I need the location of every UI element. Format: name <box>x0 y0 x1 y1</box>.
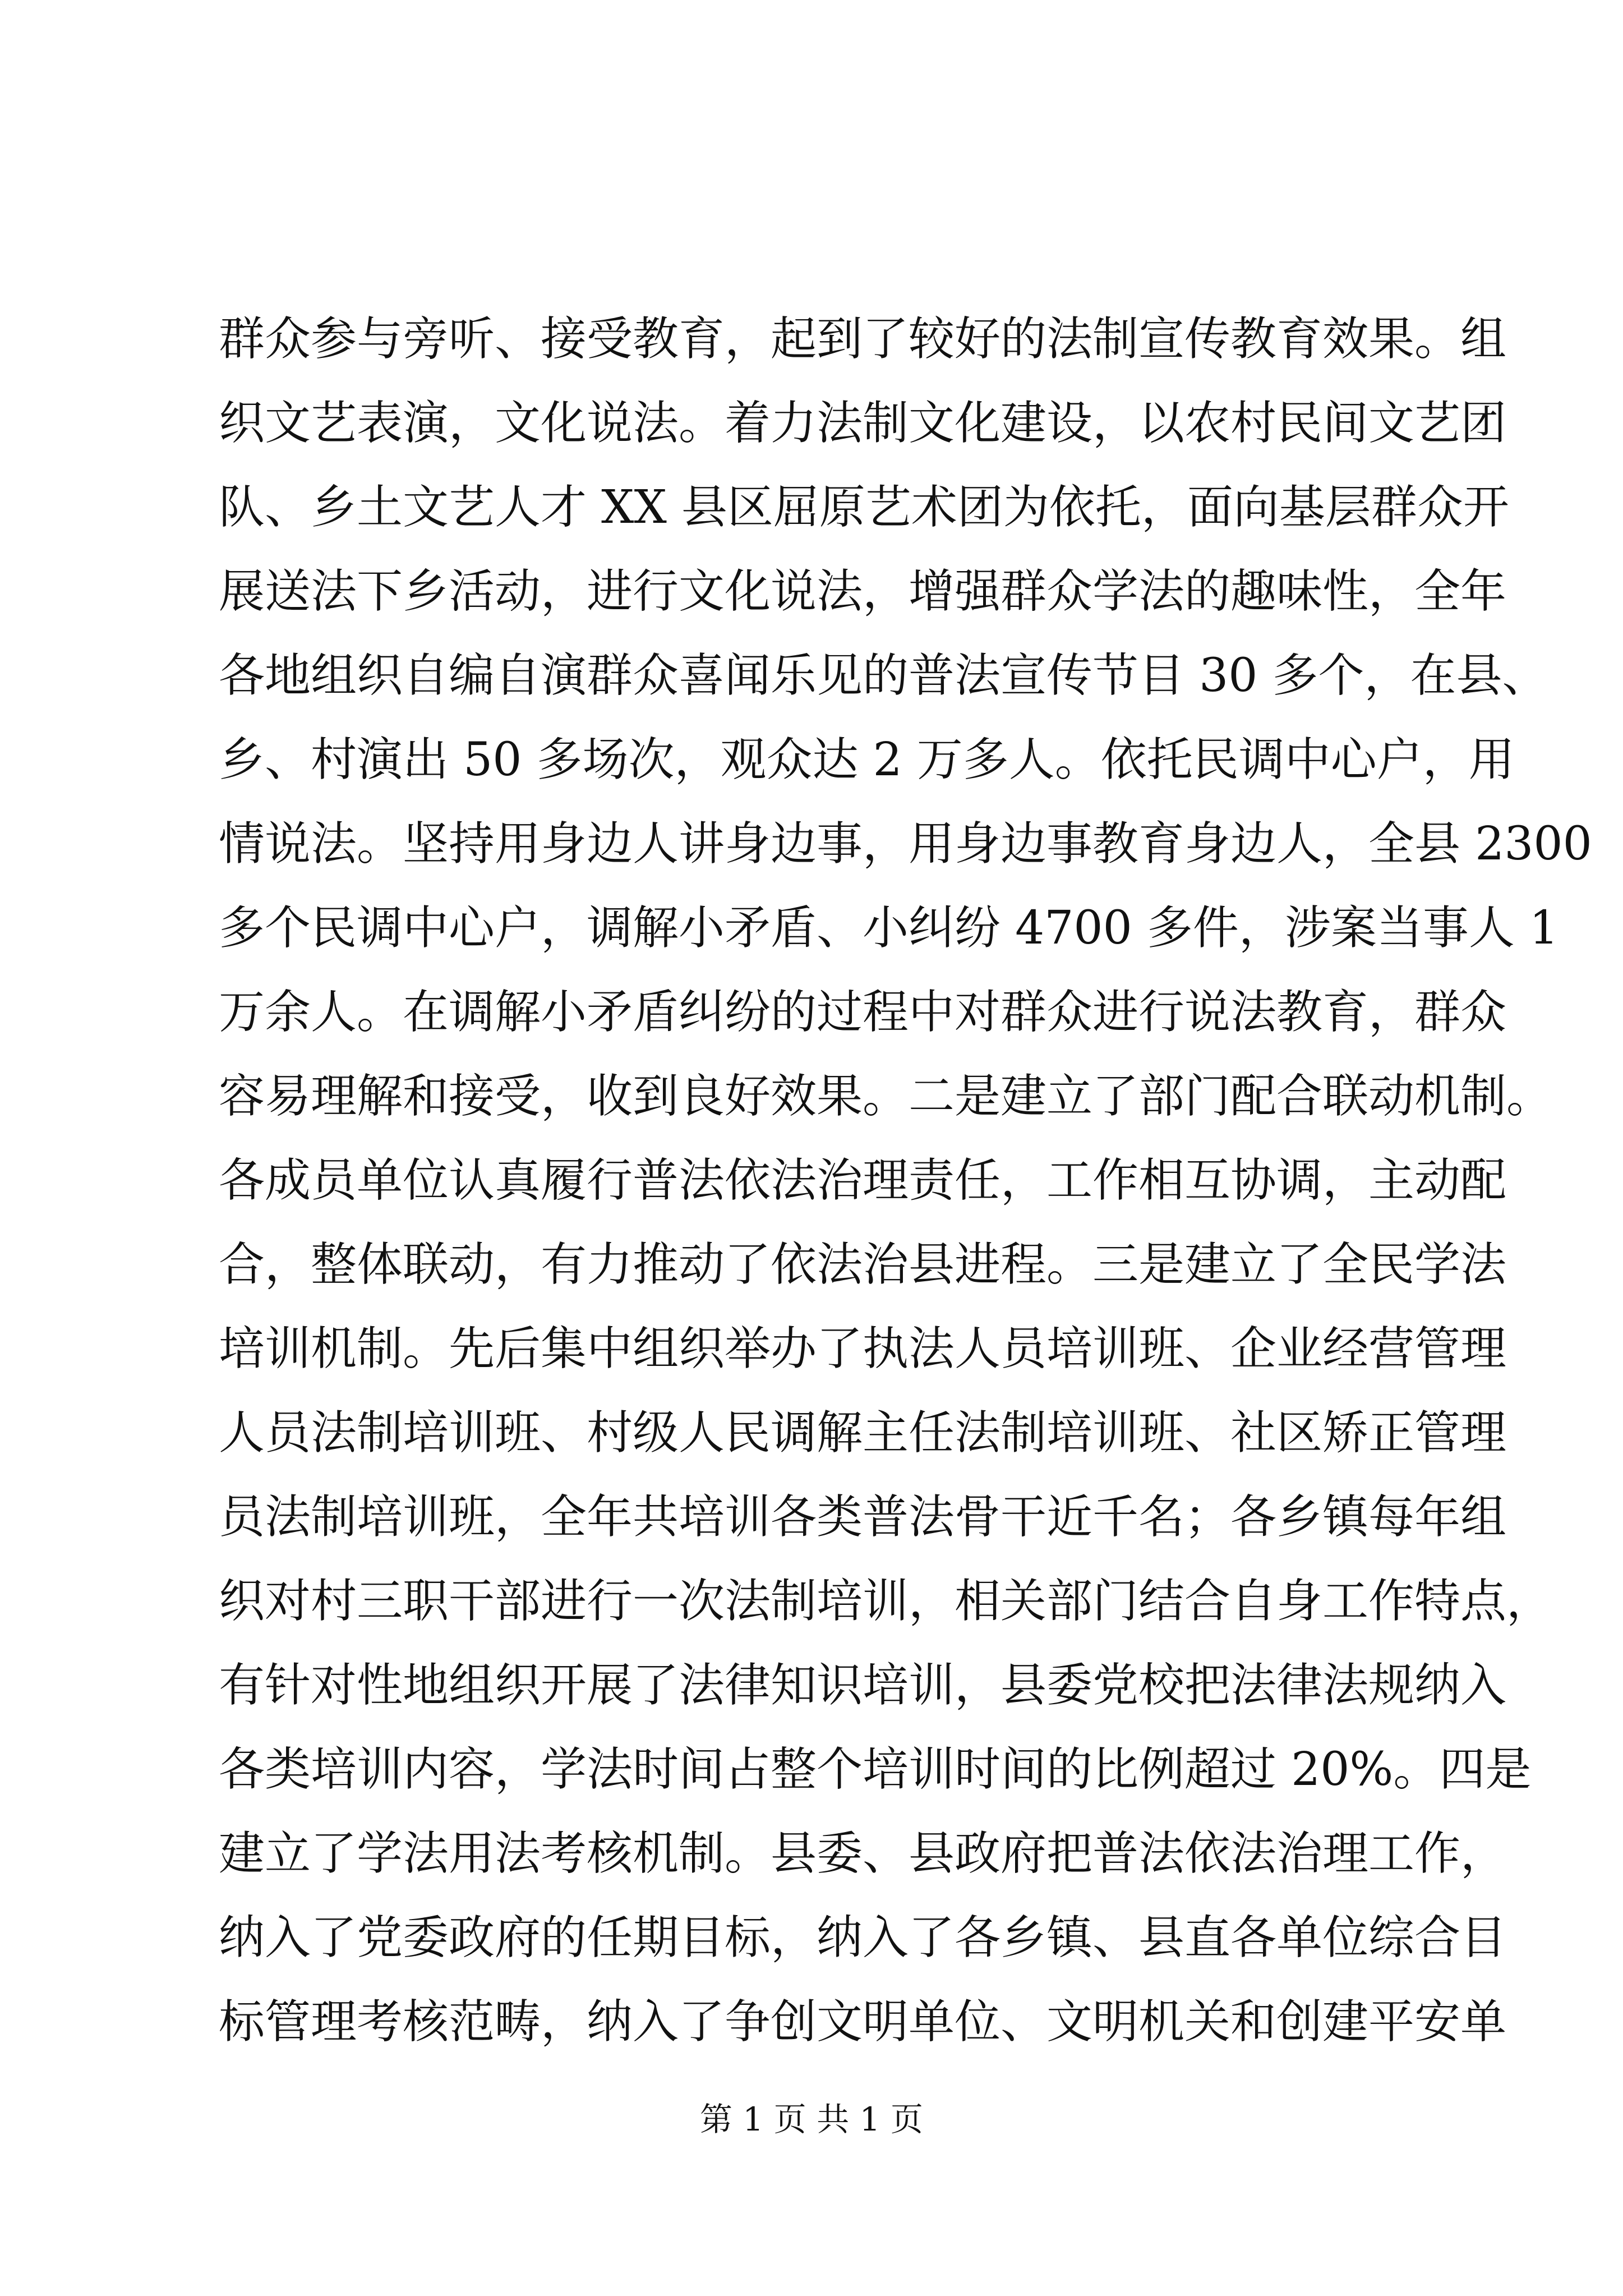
text-line: 织文艺表演，文化说法。着力法制文化建设，以农村民间文艺团 <box>219 397 1507 450</box>
text-line: 人员法制培训班、村级人民调解主任法制培训班、社区矫正管理 <box>219 1406 1507 1460</box>
text-line: 乡、村演出 50 多场次，观众达 2 万多人。依托民调中心户，用 <box>219 733 1515 786</box>
text-line: 培训机制。先后集中组织举办了执法人员培训班、企业经营管理 <box>219 1322 1507 1375</box>
text-line: 群众参与旁听、接受教育，起到了较好的法制宣传教育效果。组 <box>219 312 1507 366</box>
text-line: 合，整体联动，有力推动了依法治县进程。三是建立了全民学法 <box>219 1238 1507 1291</box>
text-line: 多个民调中心户，调解小矛盾、小纠纷 4700 多件，涉案当事人 1 <box>219 901 1559 955</box>
text-line: 建立了学法用法考核机制。县委、县政府把普法依法治理工作， <box>219 1827 1507 1880</box>
text-line: 队、乡土文艺人才 XX 县区屈原艺术团为依托，面向基层群众开 <box>219 481 1509 534</box>
text-line: 万余人。在调解小矛盾纠纷的过程中对群众进行说法教育，群众 <box>219 986 1507 1039</box>
text-line: 情说法。坚持用身边人讲身边事，用身边事教育身边人，全县 2300 <box>219 817 1592 871</box>
text-line: 标管理考核范畴，纳入了争创文明单位、文明机关和创建平安单 <box>219 1995 1507 2049</box>
text-line: 纳入了党委政府的任期目标，纳入了各乡镇、县直各单位综合目 <box>219 1911 1507 1964</box>
text-line: 展送法下乡活动，进行文化说法，增强群众学法的趣味性，全年 <box>219 565 1507 618</box>
text-line: 员法制培训班，全年共培训各类普法骨干近千名；各乡镇每年组 <box>219 1490 1507 1544</box>
text-line: 各类培训内容，学法时间占整个培训时间的比例超过 20%。四是 <box>219 1743 1532 1796</box>
body-paragraph <box>219 297 1592 2064</box>
text-line: 有针对性地组织开展了法律知识培训，县委党校把法律法规纳入 <box>219 1659 1507 1712</box>
text-line: 容易理解和接受，收到良好效果。二是建立了部门配合联动机制。 <box>219 1070 1553 1123</box>
page-number-footer: 第 1 页 共 1 页 <box>700 2100 923 2138</box>
text-line: 各地组织自编自演群众喜闻乐见的普法宣传节目 30 多个，在县、 <box>219 649 1548 702</box>
text-line: 织对村三职干部进行一次法制培训，相关部门结合自身工作特点， <box>219 1575 1553 1628</box>
text-line: 各成员单位认真履行普法依法治理责任，工作相互协调，主动配 <box>219 1154 1507 1207</box>
